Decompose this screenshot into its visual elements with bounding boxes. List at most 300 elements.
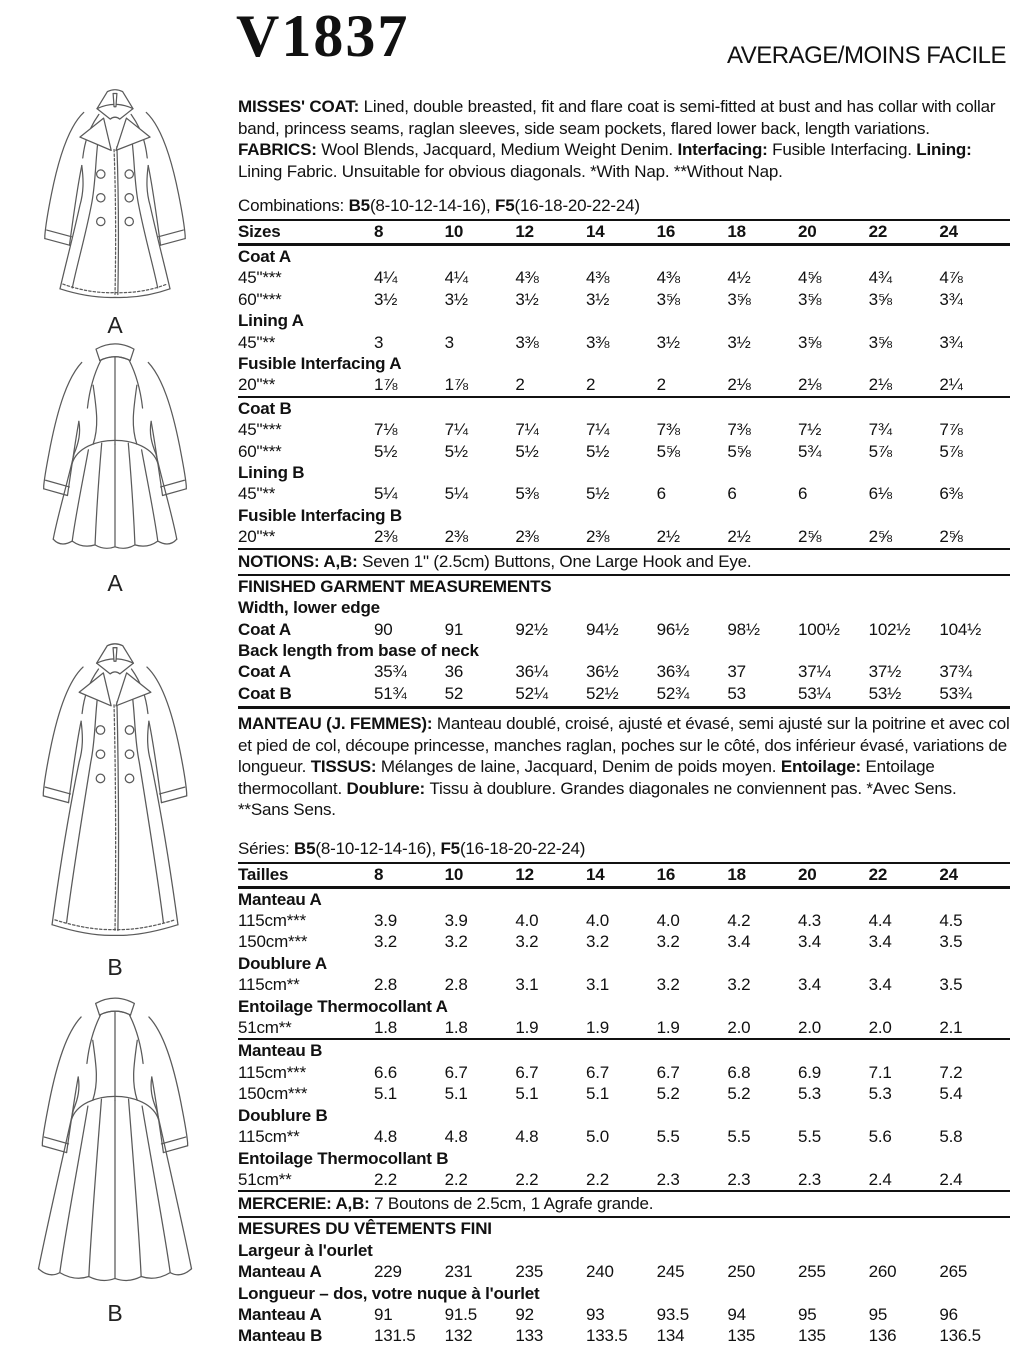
table-cell: 3.4 [868, 932, 892, 952]
table-cell: 2.2 [585, 1169, 610, 1189]
row-label: 45"*** [238, 268, 282, 288]
table-cell: 5⅝ [656, 441, 680, 461]
table-cell: 135 [797, 1326, 826, 1346]
table-cell: 5½ [444, 441, 468, 461]
table-row [238, 353, 1010, 374]
table-cell: 3 [374, 332, 384, 352]
table-cell: 2¼ [939, 375, 963, 395]
table-cell: 2⅜ [374, 527, 398, 547]
table-cell: 4⅜ [656, 268, 680, 288]
row-label: Coat B [238, 398, 292, 418]
table-cell: 235 [515, 1262, 544, 1282]
table-cell: 6⅛ [868, 484, 892, 504]
table-cell: 3½ [444, 289, 468, 309]
table-cell: 136.5 [939, 1326, 981, 1346]
table-row [238, 1283, 1010, 1304]
table-cell: 3.2 [727, 975, 751, 995]
table-cell: 5.8 [939, 1127, 963, 1147]
table-cell: 3.9 [374, 911, 398, 931]
table-cell: 3.2 [585, 932, 610, 952]
table-cell: 20 [797, 864, 817, 884]
table-cell: 3⅜ [585, 332, 610, 352]
row-label: 45"*** [238, 420, 282, 440]
table-cell: 18 [727, 222, 746, 241]
table-cell: 3½ [585, 289, 610, 309]
row-label: 115cm*** [238, 1062, 307, 1082]
table-cell: 2 [585, 375, 596, 395]
coat-b-front-illustration [8, 638, 222, 946]
table-cell: 4¾ [868, 268, 892, 288]
table-row [238, 640, 1010, 661]
table-cell: 2⅛ [727, 375, 751, 395]
mesures-table [238, 1240, 1010, 1347]
table-cell: 3.4 [797, 975, 822, 995]
table-cell: 133 [515, 1326, 544, 1346]
table-cell: 5¼ [374, 484, 398, 504]
table-cell: 36½ [585, 662, 619, 682]
table-row [238, 864, 1010, 889]
table-cell: 240 [585, 1262, 614, 1282]
table-cell: 2⅝ [797, 527, 822, 547]
mercerie-line: MERCERIE: A,B: 7 Boutons de 2.5cm, 1 Agrafe grande. [238, 1190, 1010, 1218]
table-cell: 37½ [868, 662, 902, 682]
table-cell: 52 [444, 683, 464, 703]
table-cell: 265 [939, 1262, 968, 1282]
table-cell: 3⅜ [515, 332, 539, 352]
table-cell: 5½ [515, 441, 539, 461]
view-label-a: A [107, 312, 123, 338]
table-row [238, 332, 1010, 353]
table-cell: 2.2 [515, 1169, 539, 1189]
table-cell: 7¼ [515, 420, 539, 440]
table-cell: 7⅛ [374, 420, 398, 440]
table-cell: 2.4 [868, 1169, 892, 1189]
table-row [238, 289, 1010, 310]
table-cell: 260 [868, 1262, 897, 1282]
table-cell: 2.1 [939, 1018, 963, 1038]
table-cell: 5.3 [797, 1084, 822, 1104]
table-row [238, 462, 1010, 483]
table-cell: 2.3 [797, 1169, 822, 1189]
table-cell: 52¾ [656, 683, 690, 703]
table-cell: 6 [656, 484, 666, 504]
table-cell: 3¾ [939, 332, 963, 352]
table-row [238, 1062, 1010, 1083]
table-cell: 16 [656, 222, 676, 241]
figure-coat-a-back [8, 332, 222, 597]
row-label: 60"*** [238, 289, 282, 309]
table-cell: 5¼ [444, 484, 468, 504]
table-row [238, 1105, 1010, 1126]
table-row [238, 310, 1010, 331]
table-cell: 93.5 [656, 1304, 689, 1324]
row-label: 115cm*** [238, 911, 307, 931]
table-cell: 2.2 [374, 1169, 398, 1189]
table-cell: 3.1 [585, 975, 610, 995]
table-cell: 3¾ [939, 289, 963, 309]
table-cell: 22 [868, 864, 888, 884]
table-cell: 36¼ [515, 662, 548, 682]
row-label: Coat A [238, 247, 291, 266]
table-cell: 5.1 [585, 1084, 610, 1104]
table-cell: 2.0 [797, 1018, 822, 1038]
table-cell: 5⅝ [727, 441, 751, 461]
row-label: Coat A [238, 662, 291, 682]
table-cell: 3⅝ [868, 289, 892, 309]
table-cell: 5.1 [444, 1084, 468, 1104]
table-cell: 1⅞ [444, 375, 468, 395]
table-cell: 245 [656, 1262, 685, 1282]
table-row [238, 483, 1010, 504]
table-cell: 10 [444, 222, 464, 241]
table-cell: 6.8 [727, 1062, 751, 1082]
row-label: 45"** [238, 332, 276, 352]
table-cell: 96 [939, 1304, 958, 1324]
row-label: Manteau B [238, 1326, 323, 1346]
table-row [238, 1261, 1010, 1282]
table-cell: 2⅛ [797, 375, 822, 395]
table-cell: 96½ [656, 619, 690, 639]
row-label: Doublure A [238, 953, 327, 973]
table-cell: 6⅜ [939, 484, 963, 504]
table-cell: 6.7 [656, 1062, 680, 1082]
table-cell: 37¾ [939, 662, 972, 682]
finished-measurements-table [238, 597, 1010, 704]
table-row [238, 597, 1010, 618]
table-row [238, 910, 1010, 931]
row-label: Lining B [238, 463, 305, 483]
row-label: Manteau A [238, 889, 322, 909]
table-cell: 6.7 [585, 1062, 610, 1082]
table-cell: 2⅜ [444, 527, 468, 547]
table-cell: 92½ [515, 619, 548, 639]
table-cell: 2.8 [444, 975, 468, 995]
table-cell: 2⅛ [868, 375, 892, 395]
row-label: Lining A [238, 311, 304, 331]
description-english: MISSES' COAT: Lined, double breasted, fit and flare coat is semi-fitted at bust and has collar with collar band, princess seams, raglan sleeves, side seam pockets, flared lower back, length variations. FABRICS: Wool Blends, Jacquard, Medium Weight Denim. Interfacing: Fusible Interfacing. Lining: Lining Fabric. Unsuitable for obvious diagonals. *With Nap. **Without Nap. [238, 97, 996, 181]
table-cell: 1⅞ [374, 375, 398, 395]
table-cell: 1.8 [374, 1018, 398, 1038]
table-cell: 135 [727, 1326, 756, 1346]
table-cell: 52¼ [515, 683, 548, 703]
table-cell: 18 [727, 864, 746, 884]
row-label: Coat A [238, 619, 291, 639]
table-cell: 4⅜ [585, 268, 610, 288]
table-cell: 2.2 [444, 1169, 468, 1189]
table-cell: 3.4 [727, 932, 751, 952]
row-label: 51cm** [238, 1169, 292, 1189]
table-cell: 3.2 [656, 975, 680, 995]
content-column [238, 96, 1010, 1347]
table-cell: 2⅜ [585, 527, 610, 547]
table-cell: 3½ [515, 289, 539, 309]
description-en-lead: MISSES' COAT: [238, 97, 364, 116]
row-label: Coat B [238, 683, 292, 703]
table-cell: 134 [656, 1326, 685, 1346]
table-cell: 16 [656, 864, 676, 884]
row-label: Tailles [238, 864, 289, 884]
table-cell: 3.9 [444, 911, 468, 931]
combinations-line: Combinations: B5(8-10-12-14-16), F5(16-18-20-22-24) [238, 195, 1010, 221]
table-cell: 24 [939, 864, 958, 884]
yardage-table-metric [238, 864, 1010, 1191]
table-cell: 5.5 [727, 1127, 751, 1147]
row-label: 20"** [238, 375, 276, 395]
table-cell: 3.2 [515, 932, 539, 952]
table-cell: 2⅝ [939, 527, 963, 547]
table-cell: 35¾ [374, 662, 407, 682]
table-cell: 22 [868, 222, 888, 241]
table-cell: 1.9 [515, 1018, 539, 1038]
yardage-table-imperial [238, 221, 1010, 548]
row-label: Width, lower edge [238, 598, 380, 618]
row-label: Back length from base of neck [238, 640, 479, 660]
table-cell: 7⅜ [656, 420, 680, 440]
table-cell: 3.1 [515, 975, 539, 995]
mesures-vetement-fini [238, 1218, 1010, 1346]
table-row [238, 1169, 1010, 1190]
table-cell: 6.7 [515, 1062, 539, 1082]
table-cell: 136 [868, 1326, 897, 1346]
finished-garment-measurements [238, 576, 1010, 704]
table-cell: 5.5 [797, 1127, 822, 1147]
difficulty-label: AVERAGE/MOINS FACILE [727, 42, 1006, 69]
table-cell: 100½ [797, 619, 840, 639]
table-row [238, 661, 1010, 682]
table-cell: 4⅞ [939, 268, 963, 288]
row-label: 115cm** [238, 1127, 300, 1147]
table-cell: 250 [727, 1262, 756, 1282]
table-cell: 4.0 [515, 911, 539, 931]
view-label-b: B [107, 954, 123, 980]
figure-coat-a-front [8, 84, 222, 339]
table-cell: 4.2 [727, 911, 751, 931]
table-row [238, 1038, 1010, 1061]
table-cell: 3⅝ [797, 289, 822, 309]
table-cell: 4¼ [374, 268, 398, 288]
table-cell: 3½ [656, 332, 680, 352]
table-cell: 37 [727, 662, 746, 682]
table-cell: 6 [727, 484, 737, 504]
table-cell: 229 [374, 1262, 402, 1282]
table-row [238, 267, 1010, 288]
row-label: Entoilage Thermocollant A [238, 996, 448, 1016]
row-label: Manteau B [238, 1041, 323, 1061]
table-cell: 3.5 [939, 932, 963, 952]
table-cell: 12 [515, 864, 534, 884]
table-cell: 5¾ [797, 441, 822, 461]
row-label: 20"** [238, 527, 276, 547]
table-row [238, 396, 1010, 419]
row-label: Doublure B [238, 1105, 328, 1125]
table-cell: 5½ [585, 441, 610, 461]
row-label: 45"** [238, 484, 276, 504]
table-cell: 5½ [585, 484, 610, 504]
table-cell: 1.8 [444, 1018, 468, 1038]
table-cell: 231 [444, 1262, 473, 1282]
table-cell: 53 [727, 683, 746, 703]
table-cell: 5.1 [374, 1084, 398, 1104]
table-cell: 20 [797, 222, 817, 241]
table-cell: 53¼ [797, 683, 831, 703]
table-cell: 4.8 [515, 1127, 539, 1147]
table-cell: 2.3 [656, 1169, 680, 1189]
table-cell: 24 [939, 222, 958, 241]
coat-b-back-illustration [8, 986, 222, 1292]
table-row [238, 1083, 1010, 1104]
table-cell: 4.4 [868, 911, 892, 931]
table-row [238, 526, 1010, 547]
table-row [238, 1148, 1010, 1169]
table-cell: 51¾ [374, 683, 407, 703]
view-label-a: A [107, 570, 123, 596]
table-row [238, 221, 1010, 246]
row-label: Manteau A [238, 1262, 322, 1282]
table-row [238, 505, 1010, 526]
table-cell: 132 [444, 1326, 473, 1346]
table-row [238, 374, 1010, 395]
table-row [238, 419, 1010, 440]
table-cell: 2.3 [727, 1169, 751, 1189]
table-cell: 104½ [939, 619, 982, 639]
table-cell: 94½ [585, 619, 619, 639]
table-cell: 3.4 [797, 932, 822, 952]
table-cell: 36¾ [656, 662, 690, 682]
table-row [238, 996, 1010, 1017]
table-cell: 4.8 [374, 1127, 398, 1147]
table-cell: 5⅞ [939, 441, 963, 461]
notions-line: NOTIONS: A,B: Seven 1" (2.5cm) Buttons, One Large Hook and Eye. [238, 548, 1010, 576]
table-cell: 91 [444, 619, 464, 639]
table-cell: 3 [444, 332, 454, 352]
table-cell: 8 [374, 864, 384, 884]
table-cell: 4.8 [444, 1127, 468, 1147]
table-cell: 8 [374, 222, 384, 241]
table-row [238, 931, 1010, 952]
table-cell: 3.4 [868, 975, 892, 995]
table-cell: 3.2 [444, 932, 468, 952]
row-label: 60"*** [238, 441, 282, 461]
table-cell: 3.2 [374, 932, 398, 952]
table-cell: 2.0 [727, 1018, 751, 1038]
table-cell: 52½ [585, 683, 619, 703]
table-cell: 91.5 [444, 1304, 477, 1324]
table-cell: 255 [797, 1262, 826, 1282]
row-label: 51cm** [238, 1018, 292, 1038]
table-cell: 14 [585, 222, 605, 241]
table-cell: 4½ [727, 268, 751, 288]
table-cell: 36 [444, 662, 464, 682]
table-cell: 5⅞ [868, 441, 892, 461]
table-cell: 95 [797, 1304, 817, 1324]
table-cell: 3⅝ [868, 332, 892, 352]
table-cell: 6.7 [444, 1062, 468, 1082]
table-cell: 5.3 [868, 1084, 892, 1104]
table-cell: 5.5 [656, 1127, 680, 1147]
table-cell: 4.5 [939, 911, 963, 931]
row-label: Entoilage Thermocollant B [238, 1148, 449, 1168]
table-cell: 3½ [374, 289, 398, 309]
table-cell: 7⅞ [939, 420, 963, 440]
table-cell: 4⅜ [515, 268, 539, 288]
table-cell: 3⅝ [727, 289, 751, 309]
table-cell: 5.1 [515, 1084, 539, 1104]
table-cell: 7½ [797, 420, 822, 440]
table-cell: 94 [727, 1304, 746, 1324]
table-row [238, 974, 1010, 995]
table-cell: 53½ [868, 683, 902, 703]
table-cell: 5.4 [939, 1084, 963, 1104]
row-label: Fusible Interfacing A [238, 354, 402, 374]
table-cell: 2½ [656, 527, 680, 547]
coat-a-front-illustration [8, 84, 222, 304]
table-cell: 2.4 [939, 1169, 963, 1189]
table-row [238, 441, 1010, 462]
table-row [238, 683, 1010, 704]
row-label: 150cm*** [238, 932, 308, 952]
table-cell: 4⅝ [797, 268, 822, 288]
table-cell: 5.2 [727, 1084, 751, 1104]
row-label: Fusible Interfacing B [238, 505, 402, 525]
table-cell: 7.1 [868, 1062, 892, 1082]
table-cell: 2⅝ [868, 527, 892, 547]
table-cell: 14 [585, 864, 605, 884]
row-label: Manteau A [238, 1304, 322, 1324]
figure-coat-b-front [8, 638, 222, 981]
table-cell: 2 [656, 375, 666, 395]
coat-a-back-illustration [8, 332, 222, 562]
table-cell: 10 [444, 864, 464, 884]
table-row [238, 246, 1010, 267]
table-cell: 98½ [727, 619, 760, 639]
table-cell: 93 [585, 1304, 605, 1324]
table-row [238, 889, 1010, 910]
table-cell: 4¼ [444, 268, 468, 288]
table-cell: 12 [515, 222, 534, 241]
table-cell: 1.9 [585, 1018, 610, 1038]
series-line: Séries: B5(8-10-12-14-16), F5(16-18-20-22-24) [238, 838, 1010, 864]
table-cell: 2.8 [374, 975, 398, 995]
table-cell: 3⅝ [797, 332, 822, 352]
table-cell: 7.2 [939, 1062, 963, 1082]
table-cell: 3.5 [939, 975, 963, 995]
table-cell: 37¼ [797, 662, 831, 682]
table-cell: 102½ [868, 619, 911, 639]
description-french: MANTEAU (J. FEMMES): Manteau doublé, croisé, ajusté et évasé, semi ajusté sur la poitrine et avec col et pied de col, découpe princesse, manches raglan, poches sur le côté, dos inférieur évasé, variations de longueur. TISSUS: Mélanges de laine, Jacquard, Denim de poids moyen. Entoilage: Entoilage thermocollant. Doublure: Tissu à doublure. Grandes diagonales ne conviennent pas. *Avec Sens. **Sans Sens. [238, 706, 1010, 821]
table-row [238, 1126, 1010, 1147]
figure-coat-b-back [8, 986, 222, 1327]
view-label-b: B [107, 1300, 123, 1326]
row-label: 115cm** [238, 975, 300, 995]
table-cell: 5⅜ [515, 484, 539, 504]
table-cell: 91 [374, 1304, 393, 1324]
row-label: Sizes [238, 222, 281, 241]
row-label: Largeur à l'ourlet [238, 1240, 373, 1260]
table-cell: 6 [797, 484, 808, 504]
row-label: 150cm*** [238, 1084, 308, 1104]
table-cell: 1.9 [656, 1018, 680, 1038]
table-cell: 2.0 [868, 1018, 892, 1038]
table-cell: 2⅜ [515, 527, 539, 547]
pattern-number: V1837 [236, 3, 410, 69]
table-cell: 4.0 [585, 911, 610, 931]
table-row [238, 1017, 1010, 1038]
table-cell: 7¼ [585, 420, 610, 440]
table-cell: 53¾ [939, 683, 972, 703]
table-row [238, 1325, 1010, 1346]
table-cell: 3⅝ [656, 289, 680, 309]
table-cell: 6.6 [374, 1062, 398, 1082]
